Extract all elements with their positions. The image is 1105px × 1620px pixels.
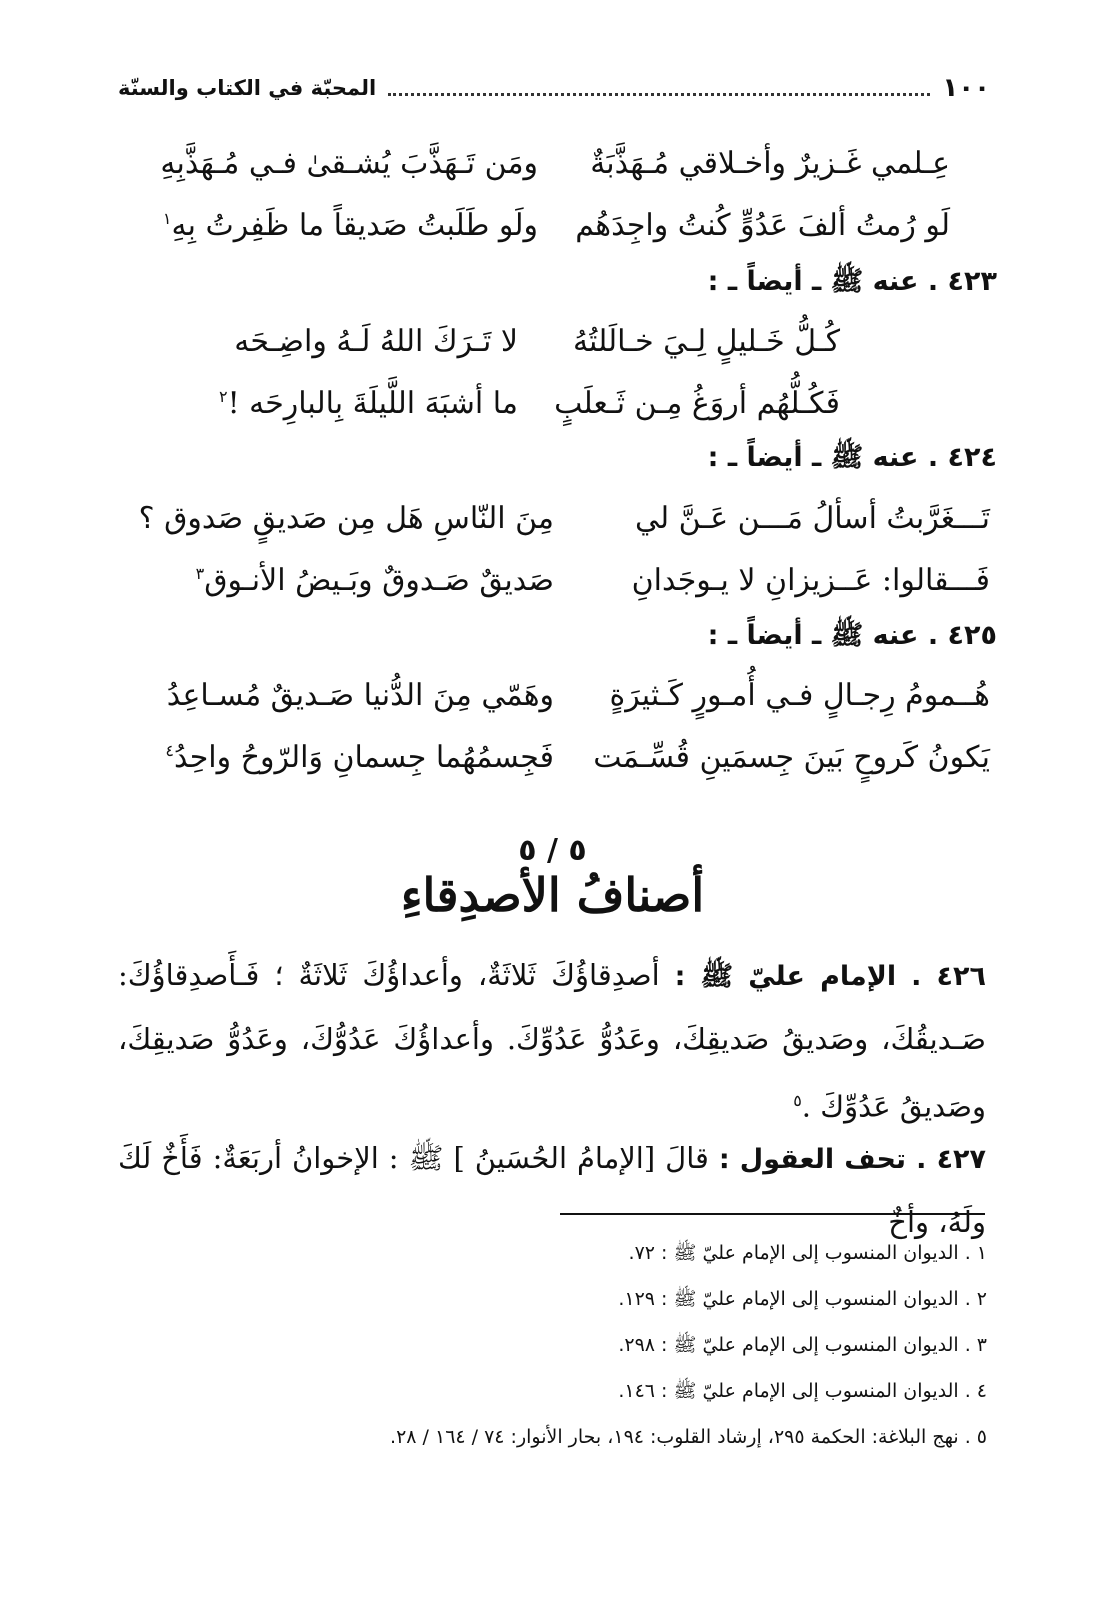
page-number: ١٠٠: [942, 73, 990, 103]
footnotes: [127, 1230, 987, 1460]
footnote-ref: ١: [162, 208, 172, 228]
poem-block: [118, 664, 990, 788]
poem-block: [118, 487, 990, 611]
hemistich-text: فَجِسمُهُما جِسمانِ وَالرّوحُ واحِدُ: [173, 739, 554, 775]
entry-label: ٤٢٦ . الإمام عليّ ﷺ :: [674, 961, 986, 992]
hemistich-second: [118, 740, 554, 775]
footnote: ٥ . نهج البلاغة: الحكمة ٢٩٥، إرشاد القلوب: ١٩٤، بحار الأنوار: ٧٤ / ١٦٤ / ٢٨.: [390, 1426, 987, 1448]
hemistich-first: تَـــغَرَّبتُ أسألُ مَـــن عَـنَّ لي: [634, 500, 990, 536]
entry-heading-424: ٤٢٤ . عنه ﷺ ـ أيضاً ـ :: [707, 442, 997, 473]
hemistich-first: فَـــقالوا: عَــزيزانِ لا يـوجَدانِ: [631, 562, 990, 598]
couplet: [118, 194, 990, 256]
section-title: أصنافُ الأصدِقاءِ: [400, 868, 705, 922]
hemistich-text: صَديقٌ صَـدوقٌ وبَـيضُ الأنـوق: [204, 562, 554, 598]
poem-block: [118, 310, 990, 434]
footnote: ٣ . الديوان المنسوب إلى الإمام عليّ ﷺ : ٢٩٨.: [618, 1334, 987, 1356]
footnote-ref: ٤: [165, 740, 174, 760]
footnote: ٤ . الديوان المنسوب إلى الإمام عليّ ﷺ : ١٤٦.: [618, 1380, 987, 1402]
poem-block: [118, 132, 990, 256]
entry-label: ٤٢٧ . تحف العقول :: [718, 1144, 987, 1175]
footnote-ref: ٥: [793, 1091, 802, 1110]
hemistich-first: فَكُـلُّهُم أروَغُ مِـن ثَـعلَبٍ: [554, 385, 840, 421]
hemistich-second: [118, 386, 538, 421]
hemistich-first: لَو رُمتُ ألفَ عَدُوٍّ كُنتُ واجِدَهُم: [575, 207, 950, 243]
header-dotted-leader: [388, 93, 930, 96]
entry-heading-425: ٤٢٥ . عنه ﷺ ـ أيضاً ـ :: [707, 620, 997, 651]
entry-426: [118, 944, 986, 1138]
entry-heading-423: ٤٢٣ . عنه ﷺ ـ أيضاً ـ :: [707, 266, 997, 297]
hemistich-second: مِنَ النّاسِ هَل مِن صَديقٍ صَدوق ؟: [138, 500, 554, 536]
hemistich-first: كُـلُّ خَـليلٍ لِـيَ خـالَلتُهُ: [572, 323, 840, 359]
hemistich-second: لا تَـرَكَ اللهُ لَـهُ واضِـحَه: [234, 323, 518, 359]
hemistich-second: وهَمّي مِنَ الدُّنيا صَـديقٌ مُسـاعِدُ: [166, 677, 554, 713]
section-number: ٥ / ٥: [518, 833, 587, 868]
hemistich-text: ولَو طَلَبتُ صَديقاً ما ظَفِرتُ بِهِ: [171, 207, 538, 243]
couplet: [118, 310, 990, 372]
footnote-ref: ٢: [218, 386, 228, 406]
hemistich-second: [118, 563, 554, 598]
hemistich-second: [118, 208, 538, 243]
couplet: [118, 726, 990, 788]
footnote-ref: ٣: [195, 563, 205, 583]
hemistich-text: ما أشبَهَ اللَّيلَةَ بِالبارِحَه !: [227, 385, 518, 421]
hemistich-second: ومَن تَـهَذَّبَ يُشـقىٰ فـي مُـهَذَّبِهِ: [160, 145, 538, 181]
couplet: [118, 487, 990, 549]
couplet: [118, 372, 990, 434]
entry-text: قالَ [الإمامُ الحُسَينُ ] ﷺ : الإخوانُ أربَعَةٌ: فَأَخٌ لَكَ ولَهُ، وأخٌ: [118, 1141, 986, 1239]
hemistich-first: عِـلمي غَـزيرٌ وأخـلاقي مُـهَذَّبَةٌ: [590, 145, 950, 181]
running-title: المحبّة في الكتاب والسنّة: [118, 76, 377, 100]
couplet: [118, 549, 990, 611]
footnote: ٢ . الديوان المنسوب إلى الإمام عليّ ﷺ : ١٢٩.: [618, 1288, 987, 1310]
page-header: [118, 68, 990, 108]
footnote: ١ . الديوان المنسوب إلى الإمام عليّ ﷺ : ٧٢.: [628, 1242, 987, 1264]
footnote-divider: [560, 1213, 985, 1215]
couplet: [118, 132, 990, 194]
entry-text: أصدِقاؤُكَ ثَلاثَةٌ، وأعداؤُكَ ثَلاثَةٌ ؛ فَـأَصدِقاؤُكَ: صَـديقُكَ، وصَديقُ صَديقِكَ، وعَدُوُّ عَدُوِّكَ. وأعداؤُكَ عَدُوُّكَ، وعَدُوُّ صَديقِكَ، وصَديقُ عَدُوِّكَ .: [118, 958, 986, 1124]
hemistich-first: هُــمومُ رِجـالٍ فـي أُمـورٍ كَـثيرَةٍ: [609, 677, 990, 713]
hemistich-first: يَكونُ كَروحٍ بَينَ جِسمَينِ قُسِّـمَت: [593, 739, 990, 775]
couplet: [118, 664, 990, 726]
